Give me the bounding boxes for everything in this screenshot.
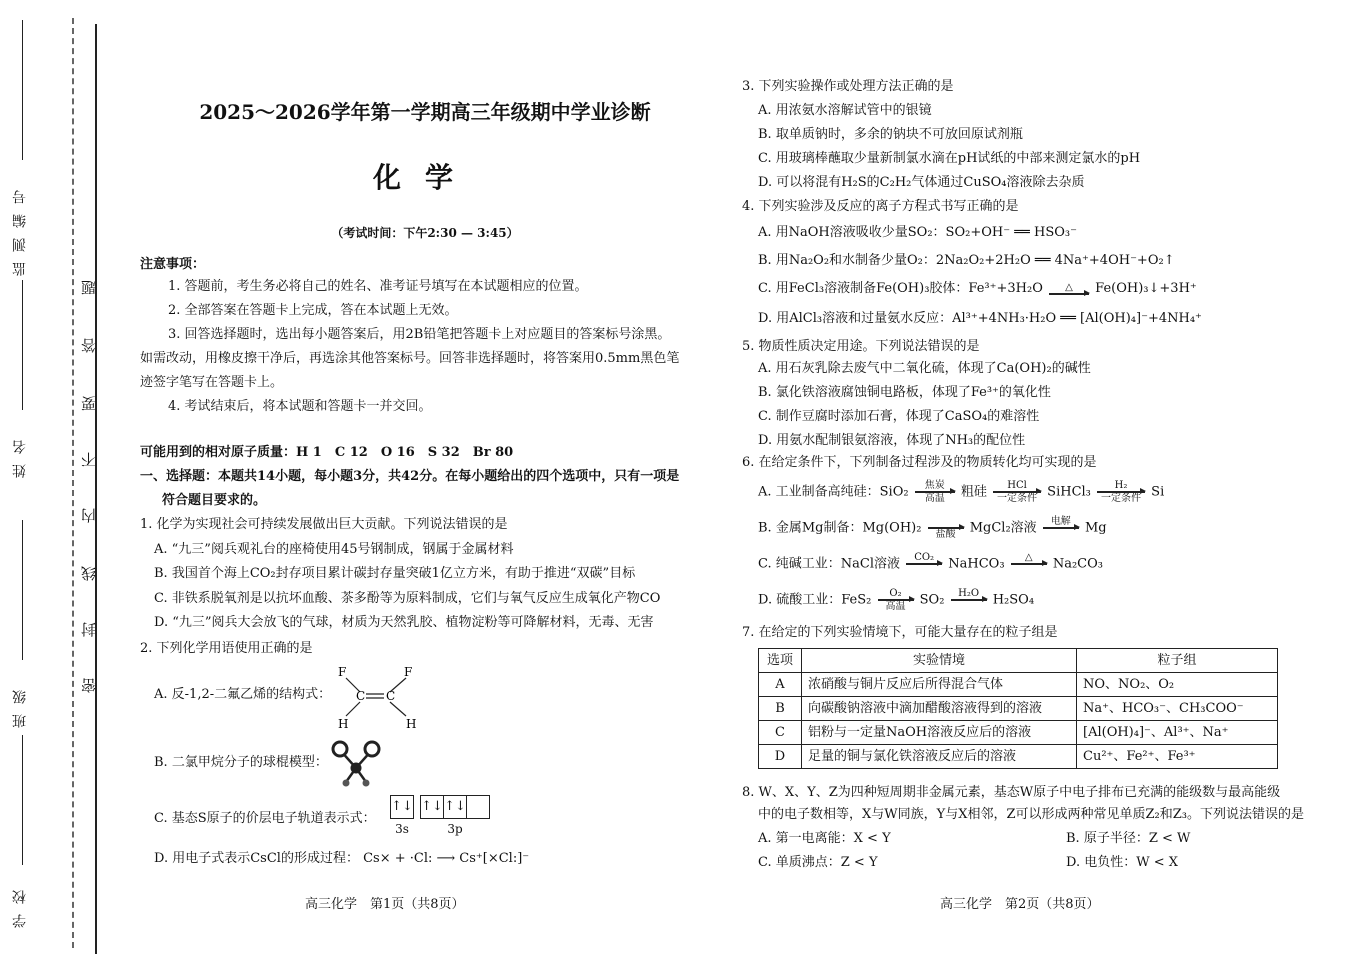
- q6-stem: 6. 在给定条件下，下列制备过程涉及的物质转化均可实现的是: [742, 455, 1097, 470]
- school-label: 学校: [12, 880, 28, 928]
- arrow-shaft: [1011, 563, 1047, 565]
- q1-option-a: A. “九三”阅兵观礼台的座椅使用45号钢制成，钢属于金属材料: [154, 542, 514, 557]
- atom-h: H: [338, 717, 349, 731]
- bond: [346, 702, 360, 716]
- chlorine-ball: [333, 742, 347, 756]
- seal-char: 要: [80, 396, 98, 411]
- orbital-label: 3s: [395, 822, 409, 836]
- q6-option-a: [758, 480, 1164, 504]
- q8-option-b: B. 原子半径：Z < W: [1066, 831, 1191, 846]
- q5-option-c: C. 制作豆腐时添加石膏，体现了CaSO₄的难溶性: [758, 409, 1040, 424]
- arrow-condition-bottom: 高温: [924, 492, 945, 504]
- arrow-spacer: [967, 601, 970, 612]
- q5-stem: 5. 物质性质决定用途。下列说法错误的是: [742, 339, 980, 354]
- arrow-shaft: [951, 599, 987, 601]
- atom-f: F: [338, 665, 347, 679]
- hydrogen-ball: [363, 780, 370, 787]
- heat-arrow: [1049, 282, 1089, 295]
- section-heading-cont: 符合题目要求的。: [162, 493, 267, 508]
- reaction-arrow: [1043, 516, 1079, 540]
- q5-option-d: D. 用氨水配制银氨溶液，体现了NH₃的配位性: [758, 433, 1026, 448]
- q6-a-mid2: SiHCl₃: [1047, 484, 1091, 500]
- table-row: [759, 697, 1278, 721]
- table-cell: A: [759, 673, 802, 697]
- q2-option-a: A. 反-1,2-二氟乙烯的结构式：: [154, 687, 332, 702]
- q2-option-c: C. 基态S原子的价层电子轨道表示式：: [154, 811, 376, 826]
- section-heading: 一、选择题：本题共14小题，每小题3分，共42分。在每小题给出的四个选项中，只有一项是: [140, 469, 680, 484]
- orbital-3s: [390, 795, 414, 837]
- arrow-shaft: [1043, 527, 1079, 529]
- table-row: [759, 721, 1278, 745]
- q2-stem: 2. 下列化学用语使用正确的是: [140, 641, 313, 656]
- q8-stem-cont: 中的电子数相等，X与W同族，Y与X相邻，Z可以形成两种常见单质Z₂和Z₃。下列说法错误的是: [758, 807, 1304, 822]
- q4-c-left: C. 用FeCl₃溶液制备Fe(OH)₃胶体：Fe³⁺+3H₂O: [758, 281, 1043, 296]
- dichloromethane-ball-stick-model: [326, 738, 386, 790]
- name-blank: [22, 280, 23, 410]
- arrow-spacer: [1059, 529, 1062, 540]
- atom-h: H: [406, 717, 417, 731]
- q3-option-a: A. 用浓氨水溶解试管中的银镜: [758, 103, 932, 118]
- orbital-label: 3p: [447, 822, 463, 836]
- arrow-shaft: [1049, 293, 1089, 295]
- q6-a-start: A. 工业制备高纯硅：SiO₂: [758, 484, 909, 500]
- seal-char: 不: [80, 452, 98, 467]
- reaction-arrow: [906, 552, 942, 576]
- q4-option-b: B. 用Na₂O₂和水制备少量O₂：2Na₂O₂+2H₂O ══ 4Na⁺+4OH⁻+O₂↑: [758, 253, 1175, 268]
- table-cell: C: [759, 721, 802, 745]
- exam-time: （考试时间：下午2:30 — 3:45）: [331, 226, 519, 240]
- q6-a-mid1: 粗硅: [960, 484, 987, 500]
- arrow-condition-top: H₂: [1114, 480, 1128, 491]
- reaction-arrow: [951, 588, 987, 612]
- table-header-row: [759, 649, 1278, 673]
- arrow-condition-bottom: 一定条件: [997, 492, 1038, 504]
- q6-b-start: B. 金属Mg制备：Mg(OH)₂: [758, 520, 922, 536]
- atom-c: C: [356, 689, 366, 703]
- table-cell: D: [759, 745, 802, 769]
- cscl-formation: Cs× + ·Cl: ⟶ Cs⁺[×Cl:]⁻: [363, 851, 530, 866]
- class-blank: [22, 520, 23, 660]
- q4-stem: 4. 下列实验涉及反应的离子方程式书写正确的是: [742, 199, 1019, 214]
- orbital-diagram: [390, 795, 490, 837]
- q4-c-right: Fe(OH)₃↓+3H⁺: [1095, 281, 1197, 296]
- seal-char: 答: [80, 338, 98, 353]
- arrow-shaft: [906, 563, 942, 565]
- reaction-arrow: [1097, 480, 1145, 504]
- hydrogen-ball: [343, 780, 350, 787]
- q7-table: [758, 648, 1278, 769]
- school-blank: [22, 735, 23, 865]
- page-footer: 高三化学 第1页（共8页）: [305, 897, 465, 912]
- table-cell: 向碳酸钠溶液中滴加醋酸溶液得到的溶液: [802, 697, 1077, 721]
- q4-option-a: A. 用NaOH溶液吸收少量SO₂：SO₂+OH⁻ ══ HSO₃⁻: [758, 225, 1077, 240]
- chlorine-ball: [365, 742, 379, 756]
- difluoroethene-structure: [332, 664, 422, 732]
- q8-option-a: A. 第一电离能：X < Y: [758, 831, 891, 846]
- table-header: 实验情境: [802, 649, 1077, 673]
- q6-d-start: D. 硫酸工业：FeS₂: [758, 592, 872, 608]
- margin-solid-line: [95, 24, 97, 954]
- seal-char: 线: [80, 566, 98, 581]
- table-header: 粒子组: [1077, 649, 1278, 673]
- arrow-condition-top: O₂: [889, 588, 902, 599]
- q4-option-d: D. 用AlCl₃溶液和过量氨水反应：Al³⁺+4NH₃·H₂O ══ [Al(OH)₄]⁻+4NH₄⁺: [758, 311, 1202, 326]
- notice-item: 4. 考试结束后，将本试题和答题卡一并交回。: [168, 399, 432, 414]
- q1-option-c: C. 非铁系脱氧剂是以抗坏血酸、茶多酚等为原料制成，它们与氧气反应生成氧化产物CO: [154, 591, 661, 606]
- reaction-arrow: [1011, 552, 1047, 576]
- orbital-box: [467, 796, 489, 818]
- orbital-boxes: [420, 795, 490, 819]
- subject-title: 化学: [372, 161, 477, 194]
- q3-option-b: B. 取单质钠时，多余的钠块不可放回原试剂瓶: [758, 127, 1023, 142]
- heat-condition: △: [1065, 282, 1073, 294]
- q6-d-mid1: SO₂: [919, 592, 945, 608]
- q3-stem: 3. 下列实验操作或处理方法正确的是: [742, 79, 954, 94]
- arrow-condition-top: 电解: [1050, 516, 1071, 527]
- orbital-3p: [420, 795, 490, 837]
- orbital-boxes: [390, 795, 414, 819]
- arrow-shaft: [928, 527, 964, 529]
- q5-option-a: A. 用石灰乳除去废气中二氧化硫，体现了Ca(OH)₂的碱性: [758, 361, 1091, 376]
- arrow-condition-top: CO₂: [914, 552, 935, 563]
- seal-char: 内: [80, 508, 98, 523]
- seal-char: 题: [80, 280, 98, 295]
- page-1: [140, 0, 700, 967]
- table-cell: [Al(OH)₄]⁻、Al³⁺、Na⁺: [1077, 721, 1278, 745]
- notice-item: 3. 回答选择题时，选出每小题答案后，用2B铅笔把答题卡上对应题目的答案标号涂黑。: [168, 327, 671, 342]
- q6-d-end: H₂SO₄: [992, 592, 1035, 608]
- table-cell: B: [759, 697, 802, 721]
- q8-option-c: C. 单质沸点：Z < Y: [758, 855, 878, 870]
- q3-option-d: D. 可以将混有H₂S的C₂H₂气体通过CuSO₄溶液除去杂质: [758, 175, 1085, 190]
- bond: [390, 702, 406, 716]
- q3-option-c: C. 用玻璃棒蘸取少量新制氯水滴在pH试纸的中部来测定氯水的pH: [758, 151, 1141, 166]
- carbon-ball: [351, 763, 362, 774]
- seal-char: 封: [80, 622, 98, 637]
- notice-item: 2. 全部答案在答题卡上完成，答在本试题上无效。: [168, 303, 458, 318]
- q4-option-c: [758, 278, 1197, 300]
- class-label: 班级: [12, 680, 28, 728]
- table-row: [759, 673, 1278, 697]
- table-cell: 浓硝酸与铜片反应后所得混合气体: [802, 673, 1077, 697]
- q2-option-d: [154, 848, 529, 870]
- table-row: [759, 745, 1278, 769]
- arrow-spacer: [1027, 565, 1030, 576]
- q1-option-b: B. 我国首个海上CO₂封存项目累计碳封存量突破1亿立方米，有助于推进“双碳”目标: [154, 566, 636, 581]
- q1-stem: 1. 化学为实现社会可持续发展做出巨大贡献。下列说法错误的是: [140, 517, 508, 532]
- binding-strip: [0, 0, 100, 967]
- q2-option-d-text: D. 用电子式表示CsCl的形成过程：: [154, 851, 359, 866]
- exam-number-blank: [22, 20, 23, 160]
- q6-b-mid1: MgCl₂溶液: [969, 520, 1037, 536]
- q6-c-start: C. 纯碱工业：NaCl溶液: [758, 556, 900, 572]
- arrow-shaft: [878, 599, 914, 601]
- notice-item: 1. 答题前，考生务必将自己的姓名、准考证号填写在本试题相应的位置。: [168, 279, 588, 294]
- reaction-arrow: [915, 480, 955, 504]
- q8-stem: 8. W、X、Y、Z为四种短周期非金属元素，基态W原子中电子排布已充满的能级数与最高能级: [742, 785, 1281, 800]
- orbital-box: ↑↓: [391, 799, 413, 814]
- page-2: [742, 0, 1302, 967]
- seal-dashed-line: [72, 18, 74, 948]
- page-footer: 高三化学 第2页（共8页）: [940, 897, 1100, 912]
- notice-item: 如需改动，用橡皮擦干净后，再选涂其他答案标号。回答非选择题时，将答案用0.5mm黑色笔: [140, 351, 680, 366]
- table-cell: 足量的铜与氯化铁溶液反应后的溶液: [802, 745, 1077, 769]
- name-label: 姓名: [12, 430, 28, 478]
- arrow-condition-top: HCl: [1007, 480, 1027, 491]
- q6-a-end: Si: [1151, 484, 1165, 500]
- table-cell: Na⁺、HCO₃⁻、CH₃COO⁻: [1077, 697, 1278, 721]
- atom-f: F: [404, 665, 413, 679]
- arrow-condition-bottom: 高温: [885, 600, 906, 612]
- atomic-mass-line: 可能用到的相对原子质量：H 1 C 12 O 16 S 32 Br 80: [140, 445, 514, 460]
- arrow-condition-bottom: 一定条件: [1101, 492, 1142, 504]
- q5-option-b: B. 氯化铁溶液腐蚀铜电路板，体现了Fe³⁺的氧化性: [758, 385, 1051, 400]
- notice-heading: 注意事项：: [140, 257, 206, 272]
- seal-char: 密: [80, 678, 98, 693]
- table-header: 选项: [759, 649, 802, 673]
- notice-item: 迹签字笔写在答题卡上。: [140, 375, 284, 390]
- q7-stem: 7. 在给定的下列实验情境下，可能大量存在的粒子组是: [742, 625, 1058, 640]
- arrow-shaft: [1097, 491, 1145, 493]
- arrow-shaft: [993, 491, 1041, 493]
- arrow-condition-top: H₂O: [958, 588, 980, 599]
- orbital-box: ↑↓: [444, 796, 467, 818]
- table-cell: Cu²⁺、Fe²⁺、Fe³⁺: [1077, 745, 1278, 769]
- q6-b-end: Mg: [1084, 520, 1107, 536]
- q8-option-d: D. 电负性：W < X: [1066, 855, 1178, 870]
- q6-option-b: [758, 516, 1107, 540]
- table-cell: NO、NO₂、O₂: [1077, 673, 1278, 697]
- orbital-box: ↑↓: [421, 796, 444, 818]
- q6-c-end: Na₂CO₃: [1052, 556, 1103, 572]
- q6-option-c: [758, 552, 1103, 576]
- arrow-condition-top: △: [1024, 552, 1033, 563]
- arrow-spacer: [923, 565, 926, 576]
- exam-title: 2025～2026学年第一学期高三年级期中学业诊断: [199, 100, 651, 124]
- q6-option-d: [758, 588, 1034, 612]
- q6-c-mid1: NaHCO₃: [948, 556, 1005, 572]
- reaction-arrow: [993, 480, 1041, 504]
- arrow-shaft: [915, 491, 955, 493]
- table-cell: 铝粉与一定量NaOH溶液反应后的溶液: [802, 721, 1077, 745]
- arrow-condition-top: 焦炭: [924, 480, 945, 491]
- arrow-spacer: [944, 516, 947, 527]
- atom-c: C: [386, 689, 396, 703]
- reaction-arrow: [878, 588, 914, 612]
- arrow-condition-bottom: 盐酸: [935, 528, 956, 540]
- exam-number-label: 监测编号: [12, 180, 28, 276]
- q1-option-d: D. “九三”阅兵大会放飞的气球，材质为天然乳胶、植物淀粉等可降解材料，无毒、无害: [154, 615, 654, 630]
- reaction-arrow: [928, 516, 964, 540]
- q2-option-b: B. 二氯甲烷分子的球棍模型：: [154, 755, 328, 770]
